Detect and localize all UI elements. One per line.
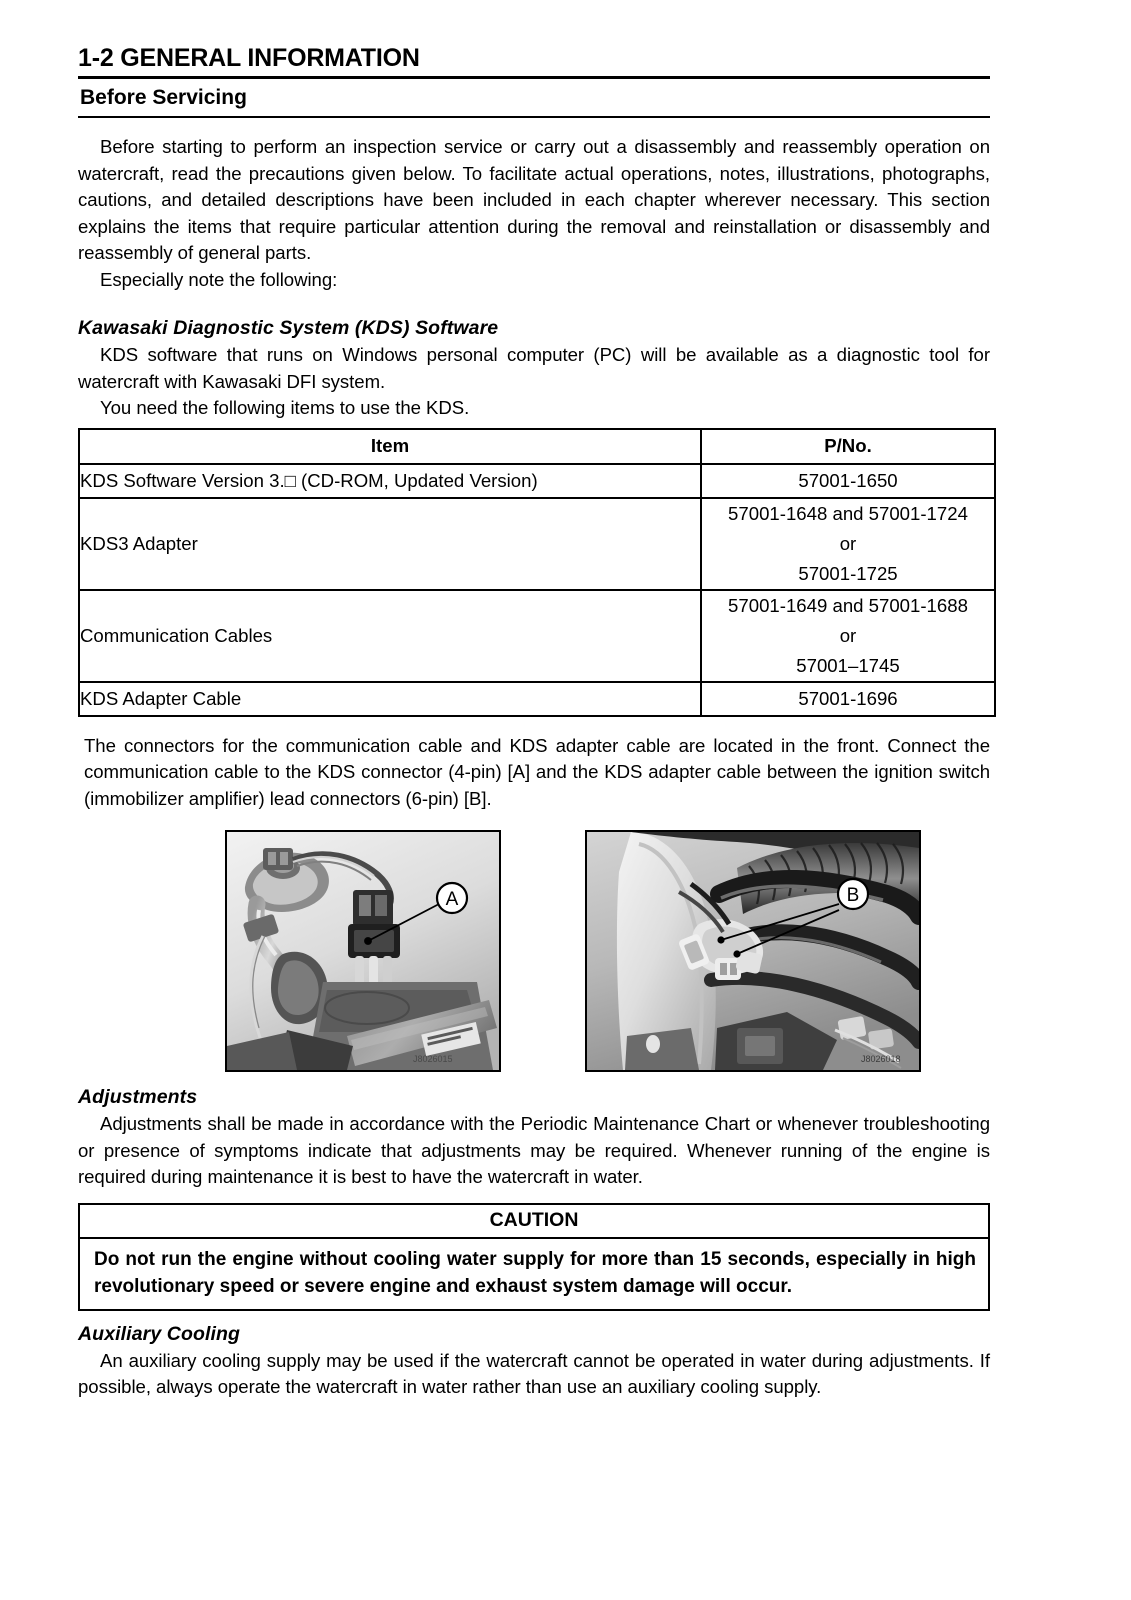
svg-text:J8026015: J8026015 xyxy=(413,1054,453,1064)
kds-paragraph-1: KDS software that runs on Windows personal computer (PC) will be available as a diagnostic tool for watercraft with Kawasaki DFI system. xyxy=(78,344,990,392)
subheading-kds-software: Kawasaki Diagnostic System (KDS) Software xyxy=(78,317,499,339)
adjustments-paragraph: Adjustments shall be made in accordance with the Periodic Maintenance Chart or whenever troubleshooting or presence of symptoms indicate that adjustments may be required. Whenever running of the engine is required during maintenance it is best to have the watercraft in water. xyxy=(78,1113,990,1187)
kds-parts-table xyxy=(78,428,996,717)
intro-paragraph-1: Before starting to perform an inspection service or carry out a disassembly and reassembly operation on watercraft, read the precautions given below. To facilitate actual operations, notes, illustrations, photographs, cautions, and detailed descriptions have been included in each chapter wherever necessary. This section explains the items that require particular attention during the removal and reinstallation or disassembly and reassembly of general parts. xyxy=(78,136,990,263)
column-header-pno: P/No. xyxy=(701,429,995,464)
table-row xyxy=(79,498,995,590)
kds-paragraph-3: The connectors for the communication cable and KDS adapter cable are located in the front. Connect the communication cable to the KDS connector (4-pin) [A] and the KDS adapter cable between the ignition switch (immobilizer amplifier) lead connectors (6-pin) [B]. xyxy=(84,734,990,809)
page-title: 1-2 GENERAL INFORMATION xyxy=(78,44,420,72)
subheading-adjustments: Adjustments xyxy=(78,1086,198,1108)
document-page xyxy=(78,44,990,1401)
pno-line: 57001-1725 xyxy=(798,562,898,584)
photo-kds-connector xyxy=(225,830,501,1072)
cell-pno xyxy=(701,464,995,498)
table-row xyxy=(79,590,995,682)
pno-line: or xyxy=(839,624,857,646)
table-header-row xyxy=(79,429,995,464)
svg-text:J8026018: J8026018 xyxy=(861,1054,901,1064)
pno-line: 57001-1649 and 57001-1688 xyxy=(728,594,968,616)
photo-b-graphic xyxy=(587,832,919,1070)
table-row xyxy=(79,682,995,716)
caution-title: CAUTION xyxy=(80,1205,988,1239)
caution-box xyxy=(78,1203,990,1311)
cell-item: KDS Software Version 3.□ (CD-ROM, Updated Version) xyxy=(79,464,701,498)
cell-pno xyxy=(701,498,995,590)
svg-text:A: A xyxy=(445,889,459,910)
pno-line: 57001-1648 and 57001-1724 xyxy=(728,502,968,524)
cell-item: KDS3 Adapter xyxy=(79,498,701,590)
auxiliary-cooling-paragraph: An auxiliary cooling supply may be used if the watercraft cannot be operated in water during adjustments. If possible, always operate the watercraft in water rather than use an auxiliary cooling supply. xyxy=(78,1349,990,1397)
caution-body: Do not run the engine without cooling water supply for more than 15 seconds, especially in high revolutionary speed or severe engine and exhaust system damage will occur. xyxy=(94,1248,976,1297)
photo-row xyxy=(78,830,990,1074)
cell-pno xyxy=(701,682,995,716)
photo-ignition-switch-connectors xyxy=(585,830,921,1072)
pno-line: 57001-1650 xyxy=(798,469,898,491)
column-header-item: Item xyxy=(79,429,701,464)
pno-line: 57001-1696 xyxy=(798,687,898,709)
intro-paragraph-2: Especially note the following: xyxy=(100,268,338,290)
svg-text:B: B xyxy=(846,885,860,906)
pno-line: or xyxy=(839,532,857,554)
pno-line: 57001–1745 xyxy=(796,654,900,676)
kds-paragraph-2: You need the following items to use the KDS. xyxy=(100,397,470,418)
cell-item: KDS Adapter Cable xyxy=(79,682,701,716)
table-row xyxy=(79,464,995,498)
section-heading-before-servicing: Before Servicing xyxy=(80,86,247,109)
subheading-auxiliary-cooling: Auxiliary Cooling xyxy=(78,1322,241,1345)
cell-pno xyxy=(701,590,995,682)
photo-a-graphic xyxy=(227,832,499,1070)
cell-item: Communication Cables xyxy=(79,590,701,682)
